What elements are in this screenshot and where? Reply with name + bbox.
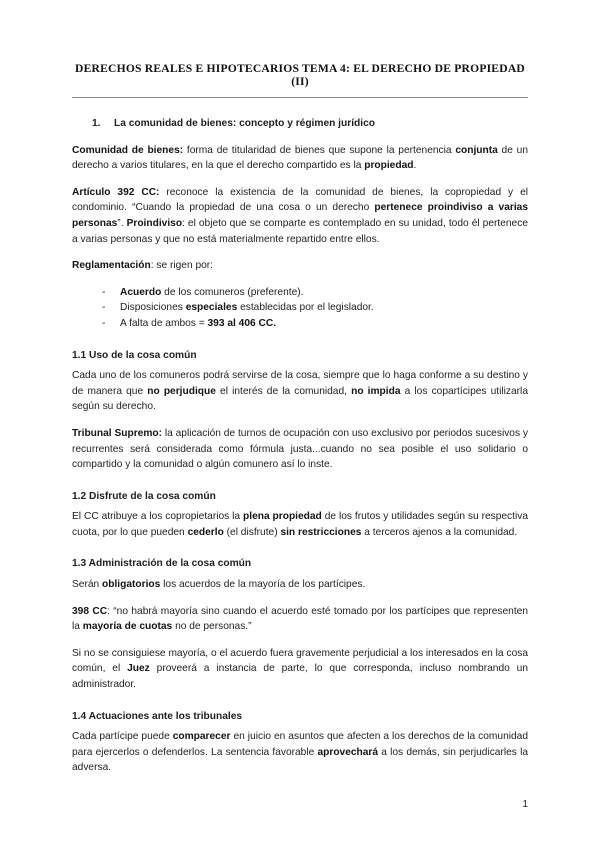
list-item (102, 285, 528, 301)
list-item-text: A falta de ambos = 393 al 406 CC. (120, 317, 277, 329)
paragraph: 398 CC: “no habrá mayoría sino cuando el acuerdo esté tomado por los partícipes que representen la mayoría de cuotas no de personas.” (72, 605, 528, 633)
subsection-heading: 1.2 Disfrute de la cosa común (72, 490, 216, 502)
paragraph: Tribunal Supremo: la aplicación de turnos de ocupación con uso exclusivo por periodos sucesivos y recurrentes será considerada como fórmula justa...cuando no sea posible el uso solidario o compartido y la comunidad o algún comunero así lo inste. (72, 427, 528, 471)
paragraph: Artículo 392 CC: reconoce la existencia de la comunidad de bienes, la copropiedad y el condominio. “Cuando la propiedad de una cosa o un derecho pertenece proindiviso a varias personas”. Proindiviso: el objeto que se comparte es contemplado en su unidad, todo él pertenece a varias personas y que no está materialmente repartido entre ellos. (72, 186, 528, 245)
list-item-text: Acuerdo de los comuneros (preferente). (120, 286, 304, 298)
paragraph: El CC atribuye a los copropietarios la plena propiedad de los frutos y utilidades según su respectiva cuota, por lo que pueden cederlo (el disfrute) sin restricciones a terceros ajenos a la comunidad. (72, 511, 528, 538)
document-title: DERECHOS REALES E HIPOTECARIOS TEMA 4: EL DERECHO DE PROPIEDAD (II) (75, 62, 525, 88)
subsection-heading: 1.4 Actuaciones ante los tribunales (72, 710, 243, 722)
paragraph: Reglamentación: se rigen por: (72, 260, 213, 272)
section-heading-text: La comunidad de bienes: concepto y régimen jurídico (114, 118, 375, 129)
list-bullet: - (102, 317, 106, 329)
document-body (72, 116, 528, 776)
paragraph: Cada partícipe puede comparecer en juicio en asuntos que afecten a los derechos de la comunidad para ejercerlos o defenderlos. La sentencia favorable aprovechará a los demás, sin perjudicarles la adversa. (72, 731, 528, 774)
list-bullet: - (102, 302, 106, 314)
section-number: 1. (92, 118, 101, 129)
section-heading (72, 116, 528, 132)
title-divider (72, 97, 528, 98)
paragraph: Comunidad de bienes: forma de titularidad de bienes que supone la pertenencia conjunta de un derecho a varios titulares, en la que el derecho compartido es la propiedad. (72, 144, 528, 172)
paragraph: Serán obligatorios los acuerdos de la mayoría de los partícipes. (72, 579, 366, 591)
subsection-heading: 1.3 Administración de la cosa común (72, 558, 252, 570)
page-number: 1 (522, 799, 528, 810)
paragraph: Cada uno de los comuneros podrá servirse de la cosa, siempre que lo haga conforme a su destino y de manera que no perjudique el interés de la comunidad, no impida a los copartícipes utilizarla según su derecho. (72, 370, 528, 413)
list-item (102, 316, 528, 332)
list-item-text: Disposiciones especiales establecidas por el legislador. (120, 302, 374, 314)
list-bullet: - (102, 286, 106, 298)
list-item (102, 300, 528, 316)
paragraph: Si no se consiguiese mayoría, o el acuerdo fuera gravemente perjudicial a los interesados en la cosa común, el Juez proveerá a instancia de parte, lo que corresponda, incluso nombrando un administrador. (72, 647, 529, 691)
bullet-list (72, 285, 528, 332)
subsection-heading: 1.1 Uso de la cosa común (72, 349, 197, 361)
